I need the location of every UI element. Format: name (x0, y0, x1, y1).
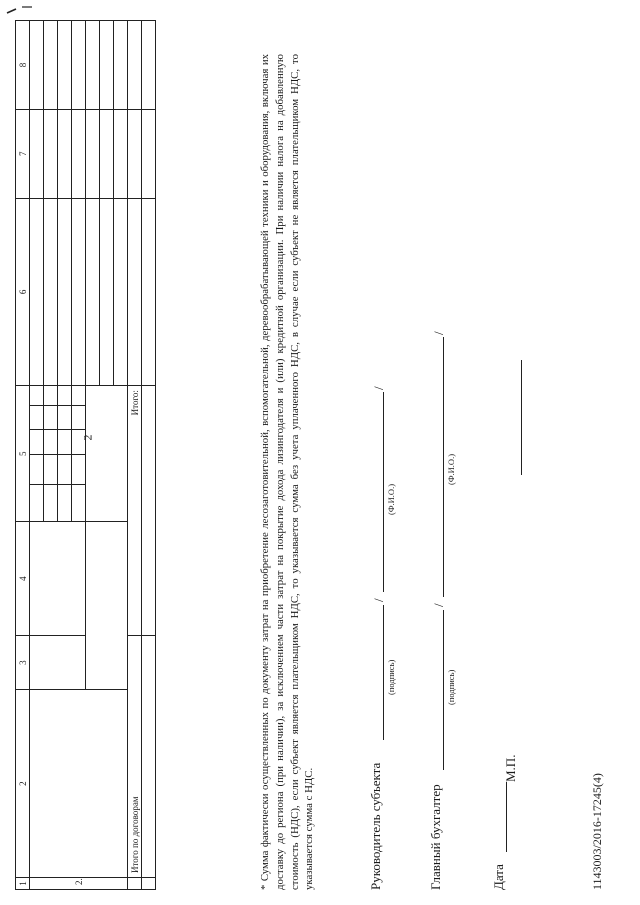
total-label: Итого: (128, 386, 142, 636)
table-cell (128, 878, 142, 890)
column-number: 2 (16, 690, 30, 878)
table-cell (128, 21, 142, 110)
table-cell (114, 198, 128, 385)
page-number: 2 (80, 434, 95, 441)
table-cell (86, 198, 100, 385)
table-row (30, 21, 44, 890)
table-cell (30, 635, 86, 689)
document-code: 1143003/2016-17245(4) (590, 773, 604, 890)
column-number: 8 (16, 21, 30, 110)
table-cell (30, 522, 86, 636)
row-number: 2. (30, 878, 128, 890)
table-cell (58, 484, 72, 522)
name-caption: (Ф.И.О.) (386, 483, 396, 515)
table-cell (44, 386, 58, 406)
rotated-content (15, 20, 625, 890)
signature-caption: (подпись) (386, 659, 396, 695)
table-header-row (16, 21, 30, 890)
table-cell (58, 430, 72, 455)
table-cell (72, 405, 86, 430)
table-cell (72, 430, 86, 455)
table-cell (72, 21, 86, 110)
table-cell (30, 386, 44, 406)
table-cell (30, 484, 44, 522)
column-number: 4 (16, 522, 30, 636)
table-total-row (128, 21, 142, 890)
table-cell (44, 484, 58, 522)
table-cell (58, 455, 72, 485)
slash: / (431, 603, 446, 607)
extra-line (520, 360, 522, 475)
table-cell (30, 198, 44, 385)
table-cell (86, 522, 128, 690)
head-name-line (382, 392, 384, 592)
table-cell (142, 635, 156, 877)
table-cell (30, 405, 44, 430)
name-caption: (Ф.И.О.) (446, 453, 456, 485)
table-cell (44, 198, 58, 385)
table-cell (44, 21, 58, 110)
table-cell (30, 109, 44, 198)
table-cell (72, 455, 86, 485)
column-number: 6 (16, 198, 30, 385)
table-cell (58, 198, 72, 385)
footnote-text: * Сумма фактически осуществленных по документу затрат на приобретение лесозаготовительной, вспомогательной, деревообрабатывающей техники и оборудования, включая их доставку до региона (при наличии), за исключением части затрат на покрытие дохода лизингодателя и (или) кредитной организации. При наличии налога на добавленную стоимость (НДС), если субъект является плательщиком НДС, то указывается сумма без учета уплаченного НДС, в случае если субъект не является плательщиком НДС, то указывается сумма с НДС. (259, 54, 316, 890)
table-cell (30, 21, 44, 110)
signature-caption: (подпись) (446, 669, 456, 705)
table-cell (58, 109, 72, 198)
head-label: Руководитель субъекта (368, 762, 383, 890)
column-number: 5 (16, 386, 30, 522)
table-cell (44, 455, 58, 485)
table-cell (128, 109, 142, 198)
report-table (15, 20, 156, 890)
table-cell (30, 455, 44, 485)
table-cell (86, 386, 128, 522)
column-number: 7 (16, 109, 30, 198)
table-cell (30, 690, 128, 878)
table-cell (142, 878, 156, 890)
table-cell (142, 386, 156, 636)
table-cell (142, 21, 156, 110)
table-cell (142, 109, 156, 198)
table-cell (58, 405, 72, 430)
column-number: 1 (16, 878, 30, 890)
table-cell (128, 198, 142, 385)
seal-label: М.П. (503, 754, 518, 782)
table-cell (142, 198, 156, 385)
total-contracts-label: Итого по договорам (128, 635, 142, 877)
table-cell (72, 484, 86, 522)
table-cell (44, 405, 58, 430)
accountant-name-line (442, 337, 444, 597)
slash: / (371, 598, 386, 602)
table-cell (100, 109, 114, 198)
table-cell (30, 430, 44, 455)
table-cell (44, 109, 58, 198)
table-row (142, 21, 156, 890)
slash: / (371, 386, 386, 390)
table-cell (58, 21, 72, 110)
table-cell (44, 430, 58, 455)
table-cell (100, 21, 114, 110)
head-signature-line (382, 605, 384, 740)
table-cell (114, 21, 128, 110)
date-label: Дата (491, 864, 506, 890)
table-cell (100, 198, 114, 385)
corner-scan-mark (6, 4, 34, 16)
table-cell (86, 109, 100, 198)
table-cell (72, 198, 86, 385)
table-cell (58, 386, 72, 406)
column-number: 3 (16, 635, 30, 689)
table-cell (114, 109, 128, 198)
date-line (505, 782, 507, 852)
accountant-label: Главный бухгалтер (428, 784, 443, 890)
table-cell (72, 109, 86, 198)
table-cell (72, 386, 86, 406)
slash: / (431, 331, 446, 335)
accountant-signature-line (442, 610, 444, 770)
table-cell (86, 21, 100, 110)
